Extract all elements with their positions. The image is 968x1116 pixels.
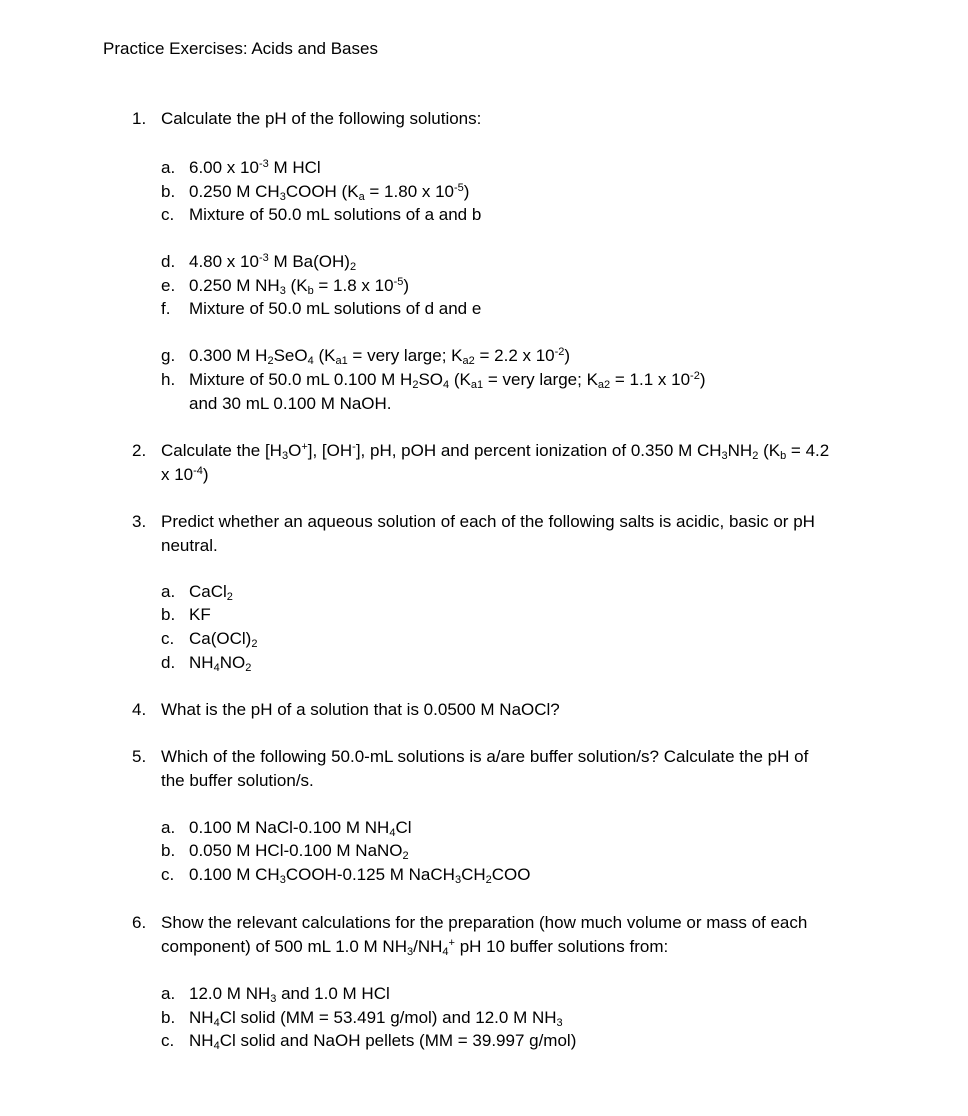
question-2-number: 2. [132,441,147,460]
q1-item-a-label: a. [161,158,176,177]
q3-item-a-label: a. [161,582,176,601]
q1-item-f-label: f. [161,299,171,318]
q3-item-a: CaCl$_2$ [189,582,233,603]
q1-item-c-label: c. [161,205,175,224]
q1-item-b-label: b. [161,182,176,201]
q5-item-a-label: a. [161,818,176,837]
question-2-text-continued: x $10^{-4}$) [161,465,209,484]
q3-item-c: $Ca(OCl)_2$ [189,629,258,650]
q6-item-c: $NH_4Cl$ solid and NaOH pellets (MM = 39.997 g/mol) [189,1031,577,1052]
question-1-text: Calculate the pH of the following solutions: [161,109,482,128]
question-4-text: What is the pH of a solution that is 0.0500 M NaOCl? [161,700,560,719]
q3-item-d-label: d. [161,653,176,672]
q5-item-b: 0.050 M HCl-0.100 M NaNO$_2$ [189,841,409,862]
question-6-text: Show the relevant calculations for the preparation (how much volume or mass of each [161,913,808,932]
q1-item-b: 0.250 M $CH_3COOH$ ($K_a = 1.80$ x $10^{-5}$) [189,182,470,203]
question-5-text-continued: the buffer solution/s. [161,771,314,790]
q3-item-d: $NH_4NO_2$ [189,653,252,674]
q6-item-a-label: a. [161,984,176,1003]
q1-item-a: 6.00 x $10^{-3}$ M HCl [189,158,321,177]
q1-item-e-label: e. [161,276,176,295]
q3-item-c-label: c. [161,629,175,648]
q1-item-g: 0.300 M $H_2SeO_4$ ($K_{a1}$ = very large; $K_{a2} = 2.2$ x $10^{-2}$) [189,346,571,367]
q1-item-g-label: g. [161,346,176,365]
question-5-number: 5. [132,747,147,766]
question-6-text-continued: component) of 500 mL 1.0 M $NH_3/NH_4^+$ pH 10 buffer solutions from: [161,937,669,958]
q6-item-c-label: c. [161,1031,175,1050]
q5-item-a: 0.100 M NaCl-0.100 M $NH_4Cl$ [189,818,412,839]
q1-item-d-label: d. [161,252,176,271]
page-title: Practice Exercises: Acids and Bases [103,39,378,58]
q1-item-c: Mixture of 50.0 mL solutions of a and b [189,205,482,224]
question-3-text-continued: neutral. [161,536,218,555]
question-2-text: Calculate the $[H_3O^+]$, [OH-], pH, pOH and percent ionization of 0.350 M $CH_3NH_2$ ($K_b = 4.2$ [161,441,830,462]
q1-item-f: Mixture of 50.0 mL solutions of d and e [189,299,482,318]
q6-item-a: 12.0 M $NH_3$ and 1.0 M HCl [189,984,390,1005]
q5-item-c-label: c. [161,865,175,884]
q5-item-c: 0.100 M $CH_3COOH-0.125$ M $NaCH_3CH_2COO$ [189,865,531,886]
q1-item-h-label: h. [161,370,176,389]
q5-item-b-label: b. [161,841,176,860]
question-1-number: 1. [132,109,147,128]
question-4-number: 4. [132,700,147,719]
question-3-number: 3. [132,512,147,531]
q1-item-d: 4.80 x $10^{-3}$ M $Ba(OH)_2$ [189,252,357,273]
q6-item-b-label: b. [161,1008,176,1027]
q3-item-b-label: b. [161,605,176,624]
q1-item-h-continued: and 30 mL 0.100 M NaOH. [189,394,392,413]
q1-item-e: 0.250 M $NH_3$ ($K_b = 1.8$ x $10^{-5}$) [189,276,410,297]
question-6-number: 6. [132,913,147,932]
q3-item-b: KF [189,605,211,624]
q1-item-h: Mixture of 50.0 mL 0.100 M $H_2SO_4$ ($K_{a1}$ = very large; $K_{a2} = 1.1$ x $10^{-2}$) [189,370,706,391]
q6-item-b: $NH_4Cl$ solid (MM = 53.491 g/mol) and 12.0 M $NH_3$ [189,1008,563,1029]
question-3-text: Predict whether an aqueous solution of each of the following salts is acidic, basic or pH [161,512,815,531]
question-5-text: Which of the following 50.0-mL solutions is a/are buffer solution/s? Calculate the pH of [161,747,809,766]
